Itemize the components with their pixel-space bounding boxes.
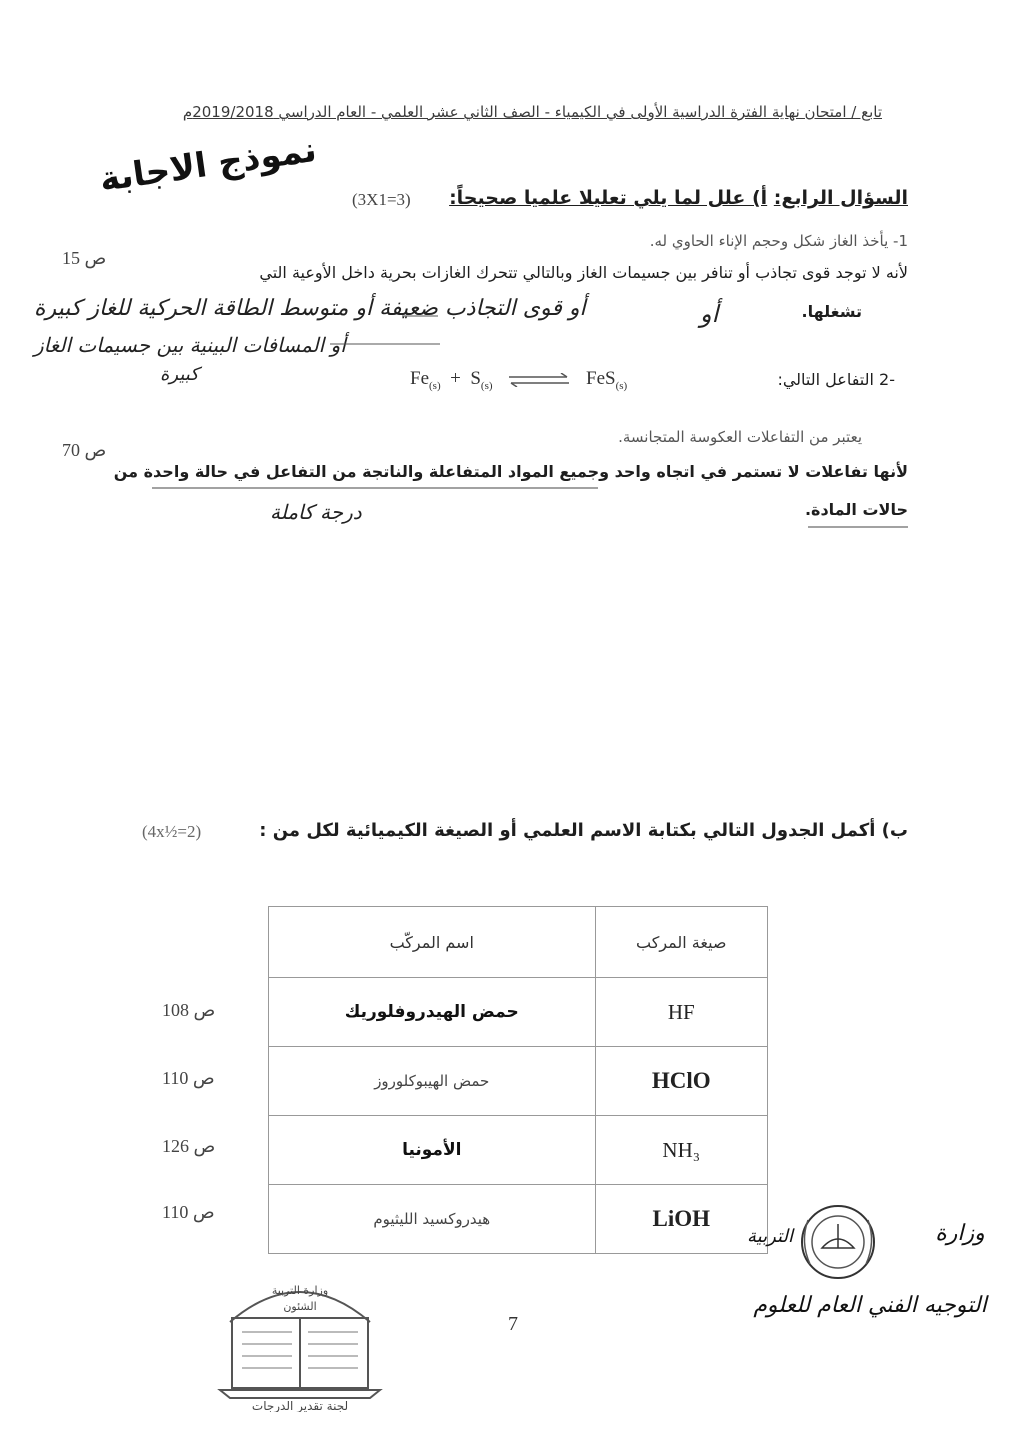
- answer-key-stamp-title: نموذج الاجابة: [97, 129, 319, 200]
- item1-answer-line1: لأنه لا توجد قوى تجاذب أو تنافر بين جسيمات الغاز وبالتالي تتحرك الغازات بحرية داخل الأوعية التي: [259, 263, 908, 282]
- ministry-emblem: [730, 1200, 1000, 1334]
- table-header-row: [269, 907, 768, 978]
- stamp-line1: وزارة التربية: [271, 1284, 329, 1297]
- formula-cell: NH₃: [595, 1116, 767, 1185]
- formula-cell: LiOH: [595, 1185, 767, 1254]
- name-cell: حمض الهيدروفلوريك: [269, 978, 596, 1047]
- question4-instruction: أ) علل لما يلي تعليلا علميا صحيحاً:: [449, 187, 768, 209]
- eq-state-2: (s): [480, 379, 493, 392]
- question4-label: السؤال الرابع:: [773, 187, 908, 209]
- stamp-line2: الشئون: [283, 1300, 317, 1313]
- eq-fe: Fe: [410, 368, 429, 389]
- exam-header: تابع / امتحان نهاية الفترة الدراسية الأولى في الكيمياء - الصف الثاني عشر العلمي - العام الدراسي 2019/2018م: [182, 103, 882, 121]
- part-b-title: ب) أكمل الجدول التالي بكتابة الاسم العلمي أو الصيغة الكيميائية لكل من :: [259, 820, 908, 841]
- eq-state-3: (s): [615, 379, 628, 392]
- header-formula: صيغة المركب: [595, 907, 767, 978]
- eq-state-1: (s): [429, 379, 441, 392]
- question4-marks: (3X1=3): [352, 190, 411, 209]
- name-cell: حمض الهيبوكلوروز: [269, 1047, 596, 1116]
- item2-statement: يعتبر من التفاعلات العكوسة المتجانسة.: [618, 428, 862, 446]
- grading-committee-stamp: [200, 1272, 400, 1416]
- eq-s: S: [470, 368, 481, 389]
- row4-page-ref: ص 110: [162, 1202, 215, 1222]
- handwritten-full-mark: درجة كاملة: [270, 500, 362, 524]
- ministry-line3: التوجيه الفني العام للعلوم: [753, 1293, 987, 1318]
- item1-answer-line2: تشغلها.: [801, 302, 862, 321]
- item1-page-ref: ص 15: [62, 248, 107, 268]
- item2-answer-line2: حالات المادة.: [804, 500, 908, 519]
- row1-page-ref: ص 108: [162, 1000, 216, 1020]
- formula-cell: HF: [595, 978, 767, 1047]
- ministry-line1: وزارة: [935, 1221, 985, 1246]
- table-row: [269, 1185, 768, 1254]
- item2-page-ref: ص 70: [62, 440, 107, 460]
- row3-page-ref: ص 126: [162, 1136, 216, 1156]
- item2-answer-line1: لأنها تفاعلات لا تستمر في اتجاه واحد وجميع المواد المتفاعلة والناتجة من التفاعل في حالة واحدة من: [113, 462, 908, 481]
- handwritten-note-line2: أو المسافات البينية بين جسيمات الغاز: [34, 333, 346, 357]
- row2-page-ref: ص 110: [162, 1068, 215, 1088]
- item2-question: -2 التفاعل التالي:: [777, 370, 895, 389]
- ministry-line2: التربية: [747, 1226, 793, 1247]
- handwritten-or: أو: [700, 300, 719, 328]
- answer-underlines: [0, 0, 1020, 560]
- stamp-line3: لجنة تقدير الدرجات: [251, 1399, 349, 1412]
- handwritten-note-line1: أو قوى التجاذب ضعيفة أو متوسط الطاقة الحركية للغاز كبيرة: [34, 296, 586, 321]
- formula-cell: HClO: [595, 1047, 767, 1116]
- handwritten-note-line3: كبيرة: [160, 364, 199, 385]
- table-row: [269, 978, 768, 1047]
- eq-plus: +: [450, 368, 461, 389]
- name-cell: هيدروكسيد الليثيوم: [269, 1185, 596, 1254]
- item1-question: 1- يأخذ الغاز شكل وحجم الإناء الحاوي له.: [649, 232, 908, 250]
- page-number: 7: [508, 1313, 518, 1335]
- table-row: [269, 1047, 768, 1116]
- part-b-marks: (4x½=2): [142, 822, 202, 841]
- header-name: اسم المركّب: [269, 907, 596, 978]
- table-row: [269, 1116, 768, 1185]
- compounds-table: [268, 906, 768, 1254]
- name-cell: الأمونيا: [269, 1116, 596, 1185]
- eq-fes: FeS: [586, 368, 616, 389]
